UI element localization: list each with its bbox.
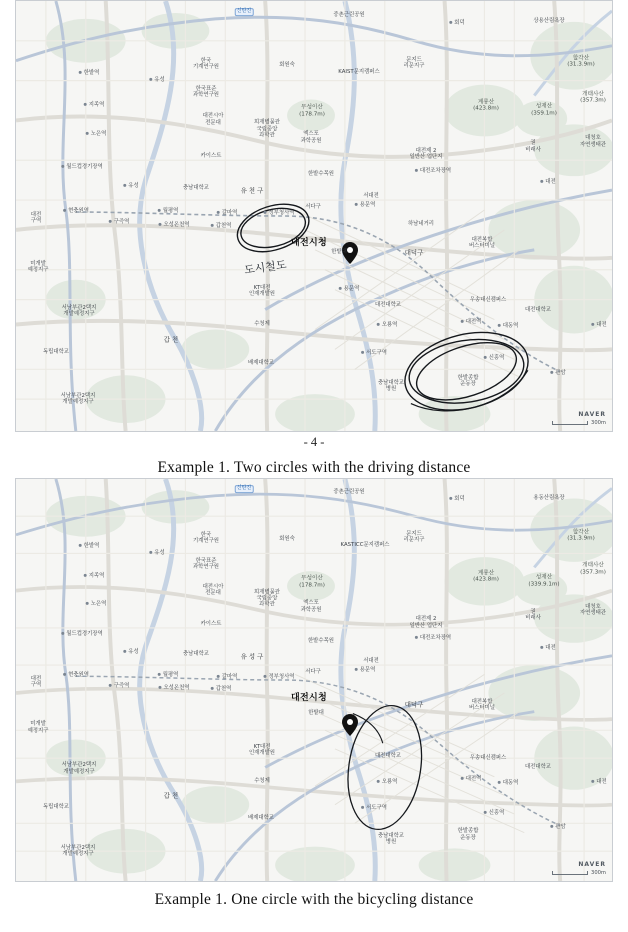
map-label: 현충원역 xyxy=(63,208,89,214)
map-label: 무성이산 (178.7m) xyxy=(299,575,325,589)
map-label: 회덕 xyxy=(449,20,464,26)
map-label: 대전시청 xyxy=(291,237,327,248)
map-label: 대전대학교 xyxy=(374,301,402,308)
map-label: 회원숙 xyxy=(279,535,295,542)
map-label: 충남대학교 xyxy=(182,650,210,657)
map-label: 대전제 2 일반산 업단지 xyxy=(409,616,443,629)
map-label: 서다구 xyxy=(305,668,321,675)
destination-pin[interactable] xyxy=(342,242,358,269)
map-brand-label: NAVER xyxy=(578,411,606,418)
map-label: 독립대학교 xyxy=(42,804,70,811)
map-label: 서남부관2택지 개발예정지구 xyxy=(61,762,97,775)
map-label: 대전복합 버스터미널 xyxy=(468,236,496,249)
scalebar-bar xyxy=(552,421,588,425)
map-label: 판암 xyxy=(550,824,565,830)
map-label: 서남부관2택지 개발예정지구 xyxy=(61,304,97,317)
map-image-driving xyxy=(15,0,613,432)
map-label: 충남대학교 병원 xyxy=(377,832,405,846)
map-image-bicycling xyxy=(15,478,613,882)
map-label: 미개발 예정지구 xyxy=(27,721,49,734)
map-label: 문지드 리문지구 xyxy=(403,530,425,543)
map-label: 대전시아 전문대 xyxy=(202,113,224,126)
scalebar-label: 300m xyxy=(591,870,606,876)
map-pin-icon xyxy=(342,714,358,736)
map-label: 오성온천역 xyxy=(158,685,189,691)
map-label: 월평역 xyxy=(158,208,179,214)
map-label: 충남대학교 xyxy=(182,185,210,192)
map-label: 무성이산 (178.7m) xyxy=(299,105,325,118)
map-label: 오룡역 xyxy=(377,322,398,328)
map-label: 한국 기계연구원 xyxy=(192,57,220,70)
map-label: 한밭수목원 xyxy=(307,171,335,178)
map-label: 유성 xyxy=(123,649,138,655)
map-label: 유성 xyxy=(149,549,164,555)
map-label: 유 성 구 xyxy=(240,652,264,661)
map-label: 갑 천 xyxy=(163,791,179,800)
map-label: 수청제 xyxy=(254,320,270,327)
map-label: 우송대신캠퍼스 xyxy=(469,296,507,303)
map-label: 노은역 xyxy=(86,601,107,607)
map-label: 엑스포 과학공원 xyxy=(300,600,322,613)
map-label: 배제대학교 xyxy=(247,814,275,821)
map-label: 갈마역 xyxy=(217,674,238,680)
map-label: KAIST문지캠퍼스 xyxy=(338,68,380,75)
map-label: 할각산 (31.3.9m) xyxy=(567,55,595,68)
figure-caption-driving: Example 1. Two circles with the driving distance xyxy=(157,459,471,476)
map-label: 대전역 xyxy=(461,318,482,324)
map-label: 한국표준 과학연구원 xyxy=(192,557,220,570)
map-scalebar xyxy=(552,420,606,426)
map-label: 신흥역 xyxy=(484,810,505,816)
map-label: 독립대학교 xyxy=(42,349,70,356)
map-label: 신탄진 xyxy=(236,8,252,15)
map-label: 카이스트 xyxy=(200,621,222,628)
map-label: 대동역 xyxy=(498,323,519,329)
map-label: 회덕 xyxy=(449,496,464,502)
map-label: 서다구 xyxy=(305,203,321,210)
map-label: 대전 xyxy=(591,322,606,328)
map-label: 정부청사역 xyxy=(263,674,294,680)
map-label: 신흥역 xyxy=(484,355,505,361)
map-label: 용문역 xyxy=(355,667,376,673)
map-base-vector-2 xyxy=(16,479,612,881)
handwritten-note: 도시철도 xyxy=(243,258,288,277)
map-label: 용문역 xyxy=(339,286,360,292)
map-label: 대전 구역 xyxy=(30,675,42,688)
map-label: 유성 xyxy=(123,183,138,189)
map-label: 대청호 자연생태관 xyxy=(579,604,607,617)
map-label: 대전조차장역 xyxy=(415,168,451,174)
map-label: 용문역 xyxy=(355,202,376,208)
map-label: 한밭대 xyxy=(331,248,347,255)
map-label: 권 비래사 xyxy=(525,608,541,621)
map-label: 개태사산 (357.3m) xyxy=(580,562,606,576)
map-label: 정부청사역 xyxy=(263,210,294,216)
map-label: 성재산 (359.1m) xyxy=(531,104,557,117)
map-label: 권 비래사 xyxy=(525,140,541,153)
map-label: 대전대학교 xyxy=(524,306,552,313)
map-label: 갑 천 xyxy=(163,335,179,344)
map-label: 한발종합 운동장 xyxy=(457,375,479,388)
map-label: 중촌근린공원 xyxy=(333,11,365,18)
map-label: 상용산림욕장 xyxy=(533,17,565,24)
map-label: 갑천역 xyxy=(211,223,232,229)
map-label: 대전역 xyxy=(461,776,482,782)
map-label: 오성온천역 xyxy=(158,222,189,228)
map-label: 한국표준 과학연구원 xyxy=(192,85,220,98)
map-label: 엑스포 과학공원 xyxy=(300,131,322,144)
map-label: 대전조차장역 xyxy=(415,635,451,641)
map-label: 한밭역 xyxy=(79,543,100,549)
map-label: 배제대학교 xyxy=(247,360,275,367)
map-base-vector xyxy=(16,1,612,431)
map-label: 충남대학교 병원 xyxy=(377,380,405,393)
figure-bicycling-distance xyxy=(0,478,628,909)
map-label: 구즉역 xyxy=(109,219,130,225)
map-label: 한밭수목원 xyxy=(307,637,335,644)
map-label: 용동산림욕장 xyxy=(533,494,565,501)
map-label: 한발종합 운동장 xyxy=(457,828,479,841)
map-label: 지족역 xyxy=(84,573,105,579)
map-label: 갑천역 xyxy=(211,686,232,692)
map-label: 우송대신캠퍼스 xyxy=(469,755,507,762)
map-label: 갈마역 xyxy=(217,210,238,216)
destination-pin[interactable] xyxy=(342,714,358,741)
map-label: 대덕구 xyxy=(404,248,424,257)
map-label: 대전 xyxy=(540,645,555,651)
map-label: 대전 xyxy=(540,179,555,185)
map-label: 문지드 리문지구 xyxy=(403,56,425,69)
map-label: 현충원역 xyxy=(63,672,89,678)
map-label: 서도구역 xyxy=(361,350,387,356)
map-label: 한국 기계연구원 xyxy=(192,531,220,544)
map-label: 판암 xyxy=(550,370,565,376)
map-scalebar xyxy=(552,870,606,876)
map-label: 희재병물관 국립중앙 과학관 xyxy=(253,120,281,139)
map-label: 회원숙 xyxy=(279,61,295,68)
map-label: 월평역 xyxy=(158,672,179,678)
map-label: 대전대학교 xyxy=(374,753,402,760)
map-label: KT대전 인재개발원 xyxy=(248,284,276,297)
map-label: 중촌근린공원 xyxy=(333,488,365,495)
map-label: 서도구역 xyxy=(361,805,387,811)
map-label: 유성 xyxy=(149,77,164,83)
map-label: 지족역 xyxy=(84,101,105,107)
map-label: 대전 구역 xyxy=(30,211,42,224)
figure-caption-bicycling: Example 1. One circle with the bicycling distance xyxy=(154,891,474,908)
map-label: 월드컵경기장역 xyxy=(61,631,102,637)
map-label: 서대전 xyxy=(363,192,379,199)
map-label: 할각산 (31.3.9m) xyxy=(567,529,595,542)
map-label: 신탄진 xyxy=(236,485,252,492)
map-label: 대전대학교 xyxy=(524,764,552,771)
map-label: 서남부관2택지 개발예정지구 xyxy=(60,392,96,406)
map-label: 대전시청 xyxy=(291,692,327,703)
map-label: KT대전 인재개발원 xyxy=(248,743,276,756)
page-number: - 4 - xyxy=(303,435,325,449)
map-label: 오룡역 xyxy=(377,779,398,785)
map-label: 한밭대 xyxy=(308,709,324,716)
map-label: 대동역 xyxy=(498,780,519,786)
map-label: 노은역 xyxy=(86,131,107,137)
map-label: 대덕구 xyxy=(404,700,424,709)
map-label: 대청호 자연생태관 xyxy=(579,135,607,148)
map-label: 한밭역 xyxy=(79,70,100,76)
map-label: 계룡산 (423.8m) xyxy=(473,570,499,583)
map-label: 카이스트 xyxy=(200,153,222,160)
map-label: 성재산 (339.9.1m) xyxy=(528,574,560,588)
scalebar-bar xyxy=(552,871,588,875)
map-label: 하남네거리 xyxy=(407,220,435,227)
map-label: 대전 xyxy=(591,779,606,785)
map-label: 대전복합 버스터미널 xyxy=(468,698,496,712)
map-label: 서대전 xyxy=(363,658,379,665)
map-label: 대전제 2 일반산 업단지 xyxy=(409,148,443,161)
map-label: 미개발 예정지구 xyxy=(27,260,49,273)
map-label: 서남부관2택지 개발예정지구 xyxy=(60,845,96,858)
scalebar-label: 300m xyxy=(591,420,606,426)
map-label: 대전시아 전문대 xyxy=(202,583,224,596)
map-label: 수청제 xyxy=(254,777,270,784)
map-label: 희재병물관 국립중앙 과학관 xyxy=(253,589,281,609)
map-label: 구즉역 xyxy=(109,682,130,688)
map-label: 개태사산 (357.3m) xyxy=(580,91,606,104)
map-label: 계룡산 (423.8m) xyxy=(473,99,499,112)
map-label: KASTICC문지캠퍼스 xyxy=(340,541,390,548)
map-label: 유 천 구 xyxy=(240,186,264,195)
map-brand-label: NAVER xyxy=(578,861,606,868)
map-label: 월드컵경기장역 xyxy=(61,164,102,170)
